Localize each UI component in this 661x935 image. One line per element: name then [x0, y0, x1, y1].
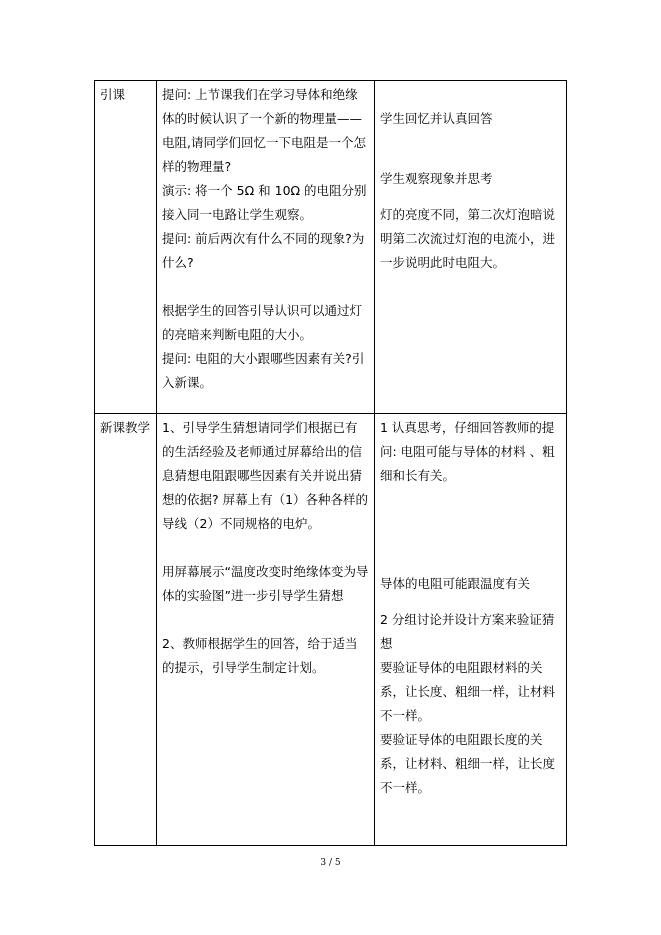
spacer — [162, 275, 369, 299]
student-activity-cell — [375, 81, 567, 414]
stage-cell — [95, 81, 157, 414]
teacher-paragraph: 演示: 将一个 5Ω 和 10Ω 的电阻分别接入同一电路让学生观察。 — [162, 183, 367, 222]
teacher-paragraph: 提问: 上节课我们在学习导体和绝缘体的时候认识了一个新的物理量——电阻,请同学们回忆一下电阻是一个怎样的物理量? — [162, 87, 366, 174]
lesson-plan-table — [94, 80, 567, 846]
student-paragraph: 学生观察现象并思考 — [380, 171, 493, 186]
student-paragraph: 1 认真思考，仔细回答教师的提问: 电阻可能与导体的材料 、粗细和长有关。 — [380, 420, 555, 483]
student-paragraph: 灯的亮度不同，第二次灯泡暗说明第二次流过灯泡的电流小，进一步说明此时电阻大。 — [380, 207, 556, 270]
spacer — [380, 83, 561, 107]
student-paragraph: 要验证导体的电阻跟长度的关系，让材料、粗细一样，让长度不一样。 — [380, 732, 556, 795]
student-paragraph: 学生回忆并认真回答 — [380, 111, 493, 126]
student-paragraph: 要验证导体的电阻跟材料的关系，让长度、粗细一样，让材料不一样。 — [380, 660, 556, 723]
teacher-paragraph: 用屏幕展示“温度改变时绝缘体变为导体的实验图”进一步引导学生猜想 — [162, 564, 369, 603]
stage-cell — [95, 414, 157, 846]
spacer — [380, 488, 561, 572]
teacher-paragraph: 提问: 前后两次有什么不同的现象?为什么? — [162, 231, 365, 270]
spacer — [162, 608, 369, 632]
teacher-paragraph: 提问: 电阻的大小跟哪些因素有关?引入新课。 — [162, 351, 365, 390]
table-row — [95, 414, 567, 846]
stage-label: 引课 — [100, 87, 126, 102]
page-number: 3 / 5 — [320, 858, 341, 868]
stage-label: 新课教学 — [100, 420, 151, 435]
table-row — [95, 81, 567, 414]
student-activity-cell — [375, 414, 567, 846]
spacer — [380, 596, 561, 608]
teacher-paragraph: 1、引导学生猜想请同学们根据已有的生活经验及老师通过屏幕给出的信息猜想电阻跟哪些因素有关并说出猜想的依据? 屏幕上有（1）各种各样的导线（2）不同规格的电炉。 — [162, 420, 369, 531]
spacer — [380, 191, 561, 203]
teacher-paragraph: 根据学生的回答引导认识可以通过灯的亮暗来判断电阻的大小。 — [162, 303, 363, 342]
spacer — [162, 536, 369, 560]
teacher-activity-cell — [157, 81, 375, 414]
student-paragraph: 2 分组讨论并设计方案来验证猜想 — [380, 612, 555, 651]
spacer — [380, 131, 561, 167]
teacher-activity-cell — [157, 414, 375, 846]
student-paragraph: 导体的电阻可能跟温度有关 — [380, 576, 531, 591]
teacher-paragraph: 2、教师根据学生的回答，给于适当的提示，引导学生制定计划。 — [162, 636, 358, 675]
